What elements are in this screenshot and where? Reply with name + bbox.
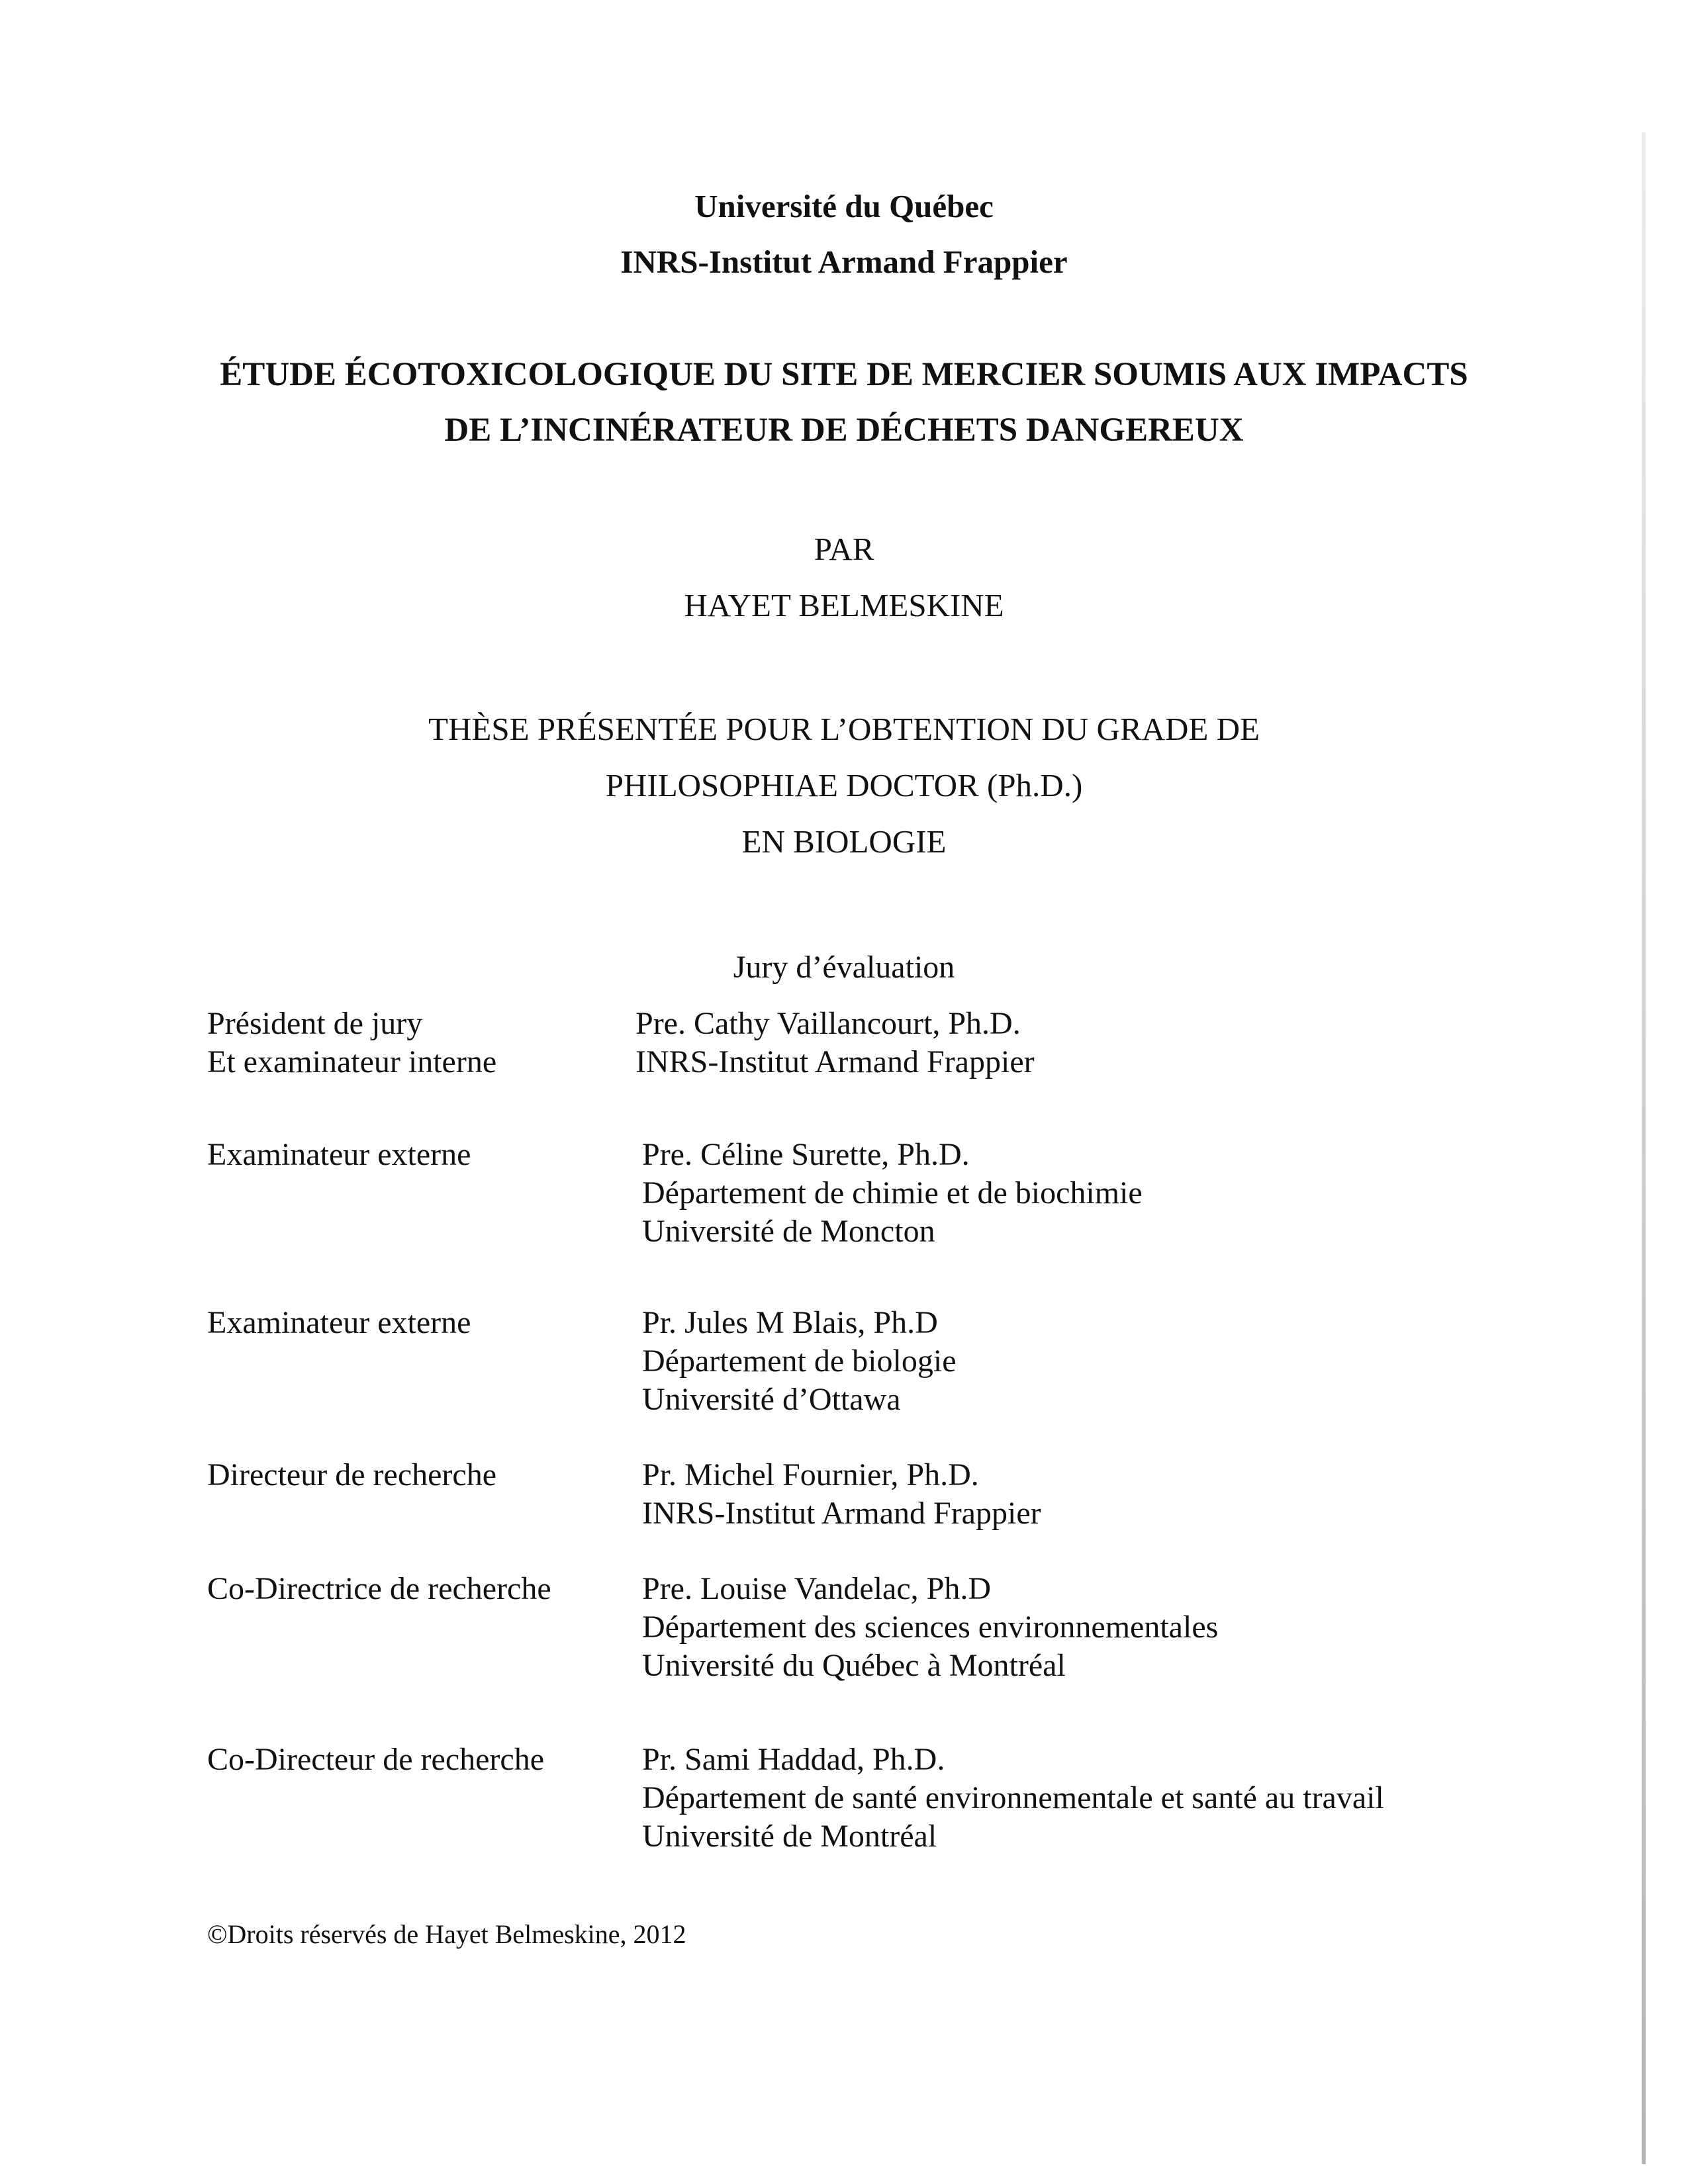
jury-role-line: Examinateur externe: [207, 1137, 471, 1172]
jury-member-name: Pre. Céline Surette, Ph.D.: [642, 1137, 970, 1172]
jury-member-name: Pre. Louise Vandelac, Ph.D: [642, 1571, 992, 1606]
jury-role: [207, 1005, 496, 1081]
jury-role: [207, 1570, 551, 1608]
jury-member: [635, 1005, 1035, 1081]
author-by-label: PAR: [814, 531, 874, 567]
jury-member-name: Pre. Cathy Vaillancourt, Ph.D.: [635, 1006, 1021, 1041]
jury-role-line: Directeur de recherche: [207, 1457, 497, 1492]
copyright-notice: ©Droits réservés de Hayet Belmeskine, 2012: [207, 1919, 686, 1949]
jury-member-department: Département de santé environnementale et santé au travail: [642, 1780, 1384, 1815]
author-name: HAYET BELMESKINE: [684, 587, 1004, 623]
jury-member-affiliation: INRS-Institut Armand Frappier: [642, 1496, 1041, 1531]
institute-name: INRS-Institut Armand Frappier: [620, 244, 1068, 280]
jury-member-name: Pr. Jules M Blais, Ph.D: [642, 1305, 938, 1340]
degree-line-2: PHILOSOPHIAE DOCTOR (Ph.D.): [605, 767, 1083, 803]
jury-role: [207, 1741, 544, 1779]
jury-member-affiliation: Université du Québec à Montréal: [642, 1648, 1066, 1683]
degree-line-1: THÈSE PRÉSENTÉE POUR L’OBTENTION DU GRADE DE: [428, 711, 1260, 747]
jury-role-line: Co-Directeur de recherche: [207, 1742, 545, 1777]
jury-member-affiliation: Université de Montréal: [642, 1819, 937, 1854]
jury-role: [207, 1136, 471, 1174]
jury-member-department: Département des sciences environnementales: [642, 1610, 1219, 1645]
jury-role: [207, 1456, 496, 1494]
jury-member: [642, 1304, 957, 1419]
jury-member-department: Département de biologie: [642, 1343, 957, 1379]
jury-role-line: Président de jury: [207, 1006, 423, 1041]
thesis-title-line-1: ÉTUDE ÉCOTOXICOLOGIQUE DU SITE DE MERCIER SOUMIS AUX IMPACTS: [220, 356, 1468, 393]
jury-role: [207, 1304, 471, 1342]
jury-member: [642, 1456, 1041, 1533]
jury-role-line: Et examinateur interne: [207, 1044, 497, 1079]
thesis-title-line-2: DE L’INCINÉRATEUR DE DÉCHETS DANGEREUX: [444, 412, 1244, 449]
jury-member-name: Pr. Michel Fournier, Ph.D.: [642, 1457, 979, 1492]
jury-member-affiliation: Université d’Ottawa: [642, 1382, 901, 1417]
jury-heading: Jury d’évaluation: [733, 950, 955, 985]
jury-member: [642, 1570, 1218, 1685]
jury-role-line: Examinateur externe: [207, 1305, 471, 1340]
jury-member-department: Département de chimie et de biochimie: [642, 1175, 1143, 1210]
jury-role-line: Co-Directrice de recherche: [207, 1571, 551, 1606]
jury-member-affiliation: INRS-Institut Armand Frappier: [635, 1044, 1035, 1079]
jury-member: [642, 1136, 1143, 1251]
university-name: Université du Québec: [694, 188, 994, 224]
degree-line-3: EN BIOLOGIE: [741, 823, 947, 860]
jury-member-affiliation: Université de Moncton: [642, 1214, 935, 1249]
jury-member-name: Pr. Sami Haddad, Ph.D.: [642, 1742, 945, 1777]
jury-member: [642, 1741, 1384, 1856]
